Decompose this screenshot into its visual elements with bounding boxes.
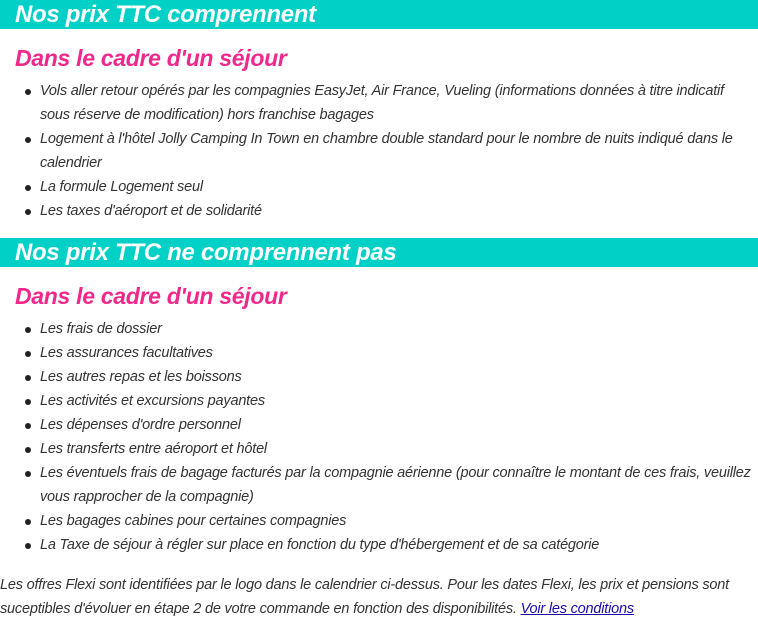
list-item: Logement à l'hôtel Jolly Camping In Town en chambre double standard pour le nombre de nuits indiqué dans le calendrier	[40, 127, 752, 175]
list-item: Les éventuels frais de bagage facturés par la compagnie aérienne (pour connaître le montant de ces frais, veuillez vous rapprocher de la compagnie)	[40, 461, 752, 509]
excluded-section	[0, 238, 758, 557]
flexi-footer-text: Les offres Flexi sont identifiées par le logo dans le calendrier ci-dessus. Pour les dates Flexi, les prix et pensions sont suceptibles d'évoluer en étape 2 de votre commande en fonction des disponibilités.	[0, 577, 729, 617]
list-item: La Taxe de séjour à régler sur place en fonction du type d'hébergement et de sa catégorie	[40, 533, 752, 557]
view-conditions-link[interactable]: Voir les conditions	[520, 601, 634, 617]
excluded-banner: Nos prix TTC ne comprennent pas	[0, 238, 758, 267]
list-item: Les frais de dossier	[40, 317, 752, 341]
list-item: Les dépenses d'ordre personnel	[40, 413, 752, 437]
included-banner: Nos prix TTC comprennent	[0, 0, 758, 29]
included-list	[0, 79, 758, 223]
flexi-footer-note	[0, 573, 758, 621]
included-section	[0, 0, 758, 223]
list-item: Les bagages cabines pour certaines compagnies	[40, 509, 752, 533]
included-subtitle: Dans le cadre d'un séjour	[15, 45, 287, 71]
excluded-list	[0, 317, 758, 557]
list-item: Les assurances facultatives	[40, 341, 752, 365]
list-item: Les autres repas et les boissons	[40, 365, 752, 389]
list-item: Les taxes d'aéroport et de solidarité	[40, 199, 752, 223]
list-item: Les activités et excursions payantes	[40, 389, 752, 413]
list-item: La formule Logement seul	[40, 175, 752, 199]
list-item: Les transferts entre aéroport et hôtel	[40, 437, 752, 461]
excluded-subtitle: Dans le cadre d'un séjour	[15, 283, 287, 309]
list-item: Vols aller retour opérés par les compagnies EasyJet, Air France, Vueling (informations données à titre indicatif sous réserve de modification) hors franchise bagages	[40, 79, 752, 127]
